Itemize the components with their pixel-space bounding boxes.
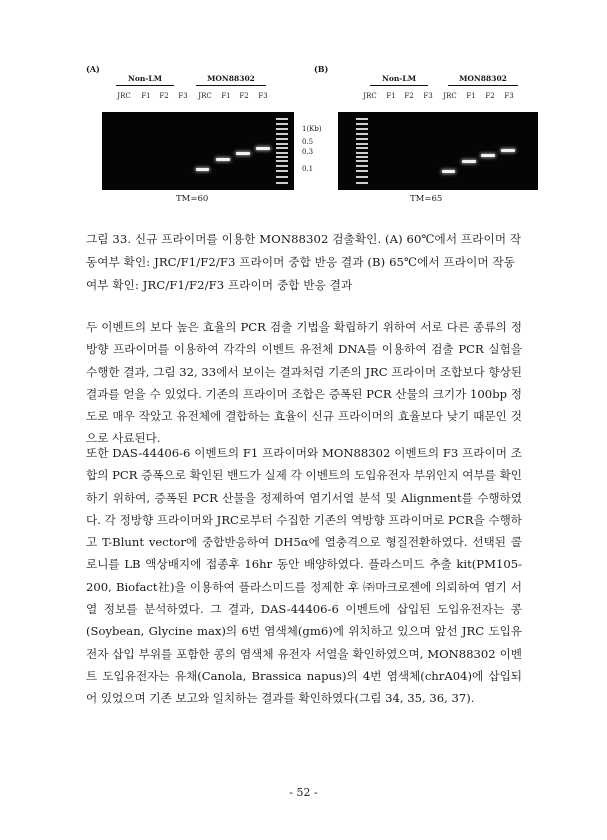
ladder-band [276, 160, 288, 162]
ladder-band [356, 128, 368, 130]
panel-b-mon-label: MON88302 [459, 74, 507, 83]
lane-label: F2 [159, 92, 169, 100]
lane-label: F1 [141, 92, 151, 100]
lane-label: F3 [504, 92, 514, 100]
gel-band [216, 158, 230, 161]
ladder-band [276, 147, 288, 149]
panel-b-letter: (B) [314, 64, 329, 74]
ladder-band [356, 133, 368, 135]
gel-image-a [102, 112, 294, 190]
size-label: 0.3 [302, 148, 314, 156]
lane-label: JRC [198, 92, 212, 100]
panel-b-mon-underline [448, 85, 518, 86]
panel-a-mon-underline [196, 85, 266, 86]
lane-label: F3 [178, 92, 188, 100]
ladder-band [276, 170, 288, 172]
lane-label: F1 [466, 92, 476, 100]
panel-b-group-nonlm [370, 74, 428, 86]
paragraph: 두 이벤트의 보다 높은 효율의 PCR 검출 기법을 확립하기 위하여 서로 다른 종류의 정방향 프라이머를 이용하여 각각의 이벤트 유전체 DNA를 이용하여 검출 PCR 실험을 수행한 결과, 그림 32, 33에서 보이는 결과처럼 기존의 JRC 프라이머 조합보다 향상된 결과를 얻을 수 있었다. 기존의 프라이머 조합은 증폭된 PCR 산물의 크기가 100bp 정도로 매우 작았고 유전체에 결합하는 효율이 신규 프라이머의 효율보다 낮기 때문인 것으로 사료된다. [86, 320, 522, 446]
panel-a-letter: (A) [86, 64, 100, 74]
gel-band [462, 160, 476, 163]
lane-label: F3 [258, 92, 268, 100]
ladder-band [356, 138, 368, 140]
ladder-band [276, 143, 288, 145]
lane-label: JRC [117, 92, 131, 100]
ladder-band [356, 118, 368, 120]
lane-label: F1 [221, 92, 231, 100]
ladder-band [356, 143, 368, 145]
gel-band [196, 168, 209, 171]
figure-caption: 그림 33. 신규 프라이머를 이용한 MON88302 검출확인. (A) 60℃에서 프라이머 작동여부 확인: JRC/F1/F2/F3 프라이머 중합 반응 결과 (B) 65℃에서 프라이머 작동여부 확인: JRC/F1/F2/F3 프라이머 중합 반응 결과 [86, 232, 522, 292]
ladder-band [356, 170, 368, 172]
lane-label: JRC [443, 92, 457, 100]
ladder-band [356, 156, 368, 158]
ladder-band [356, 123, 368, 125]
panel-a-nonlm-underline [116, 85, 174, 86]
paragraph: 또한 DAS-44406-6 이벤트의 F1 프라이머와 MON88302 이벤트의 F3 프라이머 조합의 PCR 증폭으로 확인된 밴드가 실제 각 이벤트의 도입유전자 부위인지 여부를 확인하기 위하여, 증폭된 PCR 산물을 정제하여 염기서열 분석 및 Alignment를 수행하였다. 각 정방향 프라이머와 JRC로부터 수집한 기존의 역방향 프라이머로 PCR을 수행하고 T-Blunt vector에 중합반응하여 DH5α에 열충격으로 형질전환하였다. 선택된 콜로니를 LB 액상배지에 접종후 16hr 동안 배양하였다. 플라스미드 추출 kit(PM105-200, Biofact社)을 이용하여 플라스미드를 정제한 후 ㈜마크로젠에 의뢰하여 염기 서열 정보를 분석하였다. 그 결과, DAS-44406-6 이벤트에 삽입된 도입유전자는 콩(Soybean, Glycine max)의 6번 염색체(gm6)에 위치하고 있으며 앞선 JRC 도입유전자 삽입 부위를 포함한 콩의 염색체 유전자 서열을 확인하였으며, MON88302 이벤트 도입유전자는 유채(Canola, Brassica napus)의 4번 염색체(chrA04)에 삽입되어 있었으며 기존 보고와 일치하는 결과를 확인하였다(그림 34, 35, 36, 37). [86, 446, 522, 706]
ladder-band [276, 152, 288, 154]
ladder-band [276, 123, 288, 125]
gel-panel-b [314, 64, 554, 210]
ladder-band [276, 182, 288, 184]
gel-band [442, 170, 455, 173]
ladder-band [276, 176, 288, 178]
ladder-band [276, 118, 288, 120]
panel-a-group-mon [196, 74, 266, 86]
ladder-band [276, 133, 288, 135]
gel-band [256, 147, 270, 150]
ladder-band [276, 128, 288, 130]
ladder-band [276, 165, 288, 167]
lane-label: F2 [239, 92, 249, 100]
panel-a-group-nonlm [116, 74, 174, 86]
ladder-band [356, 182, 368, 184]
ladder-band [356, 147, 368, 149]
lane-label: JRC [363, 92, 377, 100]
size-label: 0.1 [302, 165, 314, 173]
size-label: 1(Kb) [302, 125, 322, 133]
ladder-band [356, 165, 368, 167]
ladder-band [276, 156, 288, 158]
panel-a-tm-label: TM=60 [176, 194, 209, 204]
page-number: - 52 - [289, 786, 318, 799]
gel-image-b [338, 112, 538, 190]
panel-b-nonlm-underline [370, 85, 428, 86]
ladder-band [356, 160, 368, 162]
panel-a-nonlm-label: Non-LM [128, 74, 162, 83]
panel-b-group-mon [448, 74, 518, 86]
size-label: 0.5 [302, 138, 314, 146]
ladder-band [276, 138, 288, 140]
panel-b-tm-label: TM=65 [410, 194, 443, 204]
gel-band [501, 149, 515, 152]
ladder-band [356, 152, 368, 154]
panel-b-nonlm-label: Non-LM [382, 74, 416, 83]
lane-label: F2 [485, 92, 495, 100]
lane-label: F2 [404, 92, 414, 100]
ladder-band [356, 176, 368, 178]
panel-a-mon-label: MON88302 [207, 74, 255, 83]
gel-panel-a [86, 64, 329, 210]
gel-band [236, 152, 250, 155]
lane-label: F3 [423, 92, 433, 100]
gel-band [481, 154, 495, 157]
lane-label: F1 [386, 92, 396, 100]
